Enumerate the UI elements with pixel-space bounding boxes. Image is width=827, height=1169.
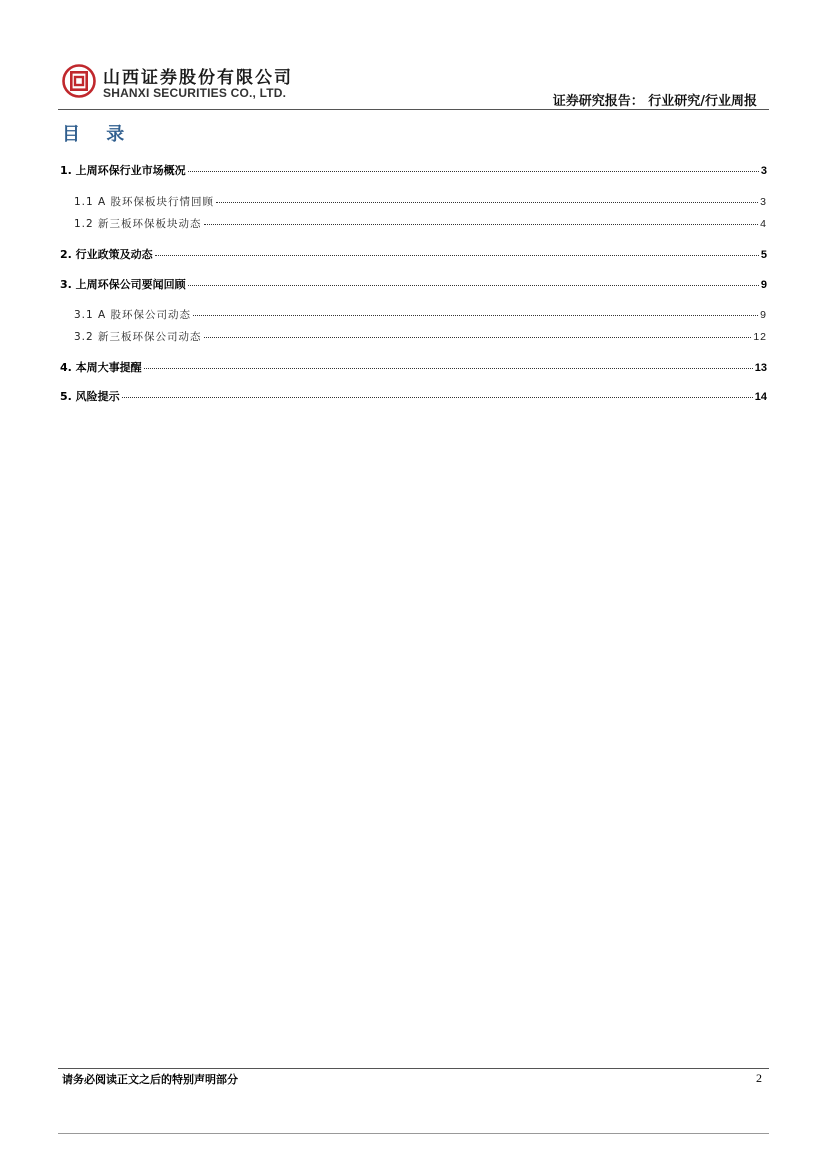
toc-leader-dots (188, 170, 759, 172)
toc-entry[interactable] (60, 388, 767, 404)
toc-entry-label: 5. 风险提示 (60, 390, 120, 403)
toc-leader-dots (204, 223, 759, 225)
toc-entry[interactable] (60, 216, 767, 231)
shanxi-securities-logo-icon (62, 64, 96, 98)
toc-leader-dots (188, 284, 759, 286)
toc-leader-dots (193, 314, 758, 316)
toc-leader-dots (216, 201, 758, 203)
toc-entry[interactable] (60, 329, 767, 344)
toc-entry-page: 3 (760, 196, 767, 208)
toc-leader-dots (144, 367, 753, 369)
toc-entry-page: 9 (760, 279, 767, 291)
toc-entry-label: 3. 上周环保公司要闻回顾 (60, 278, 186, 291)
toc-entry-page: 12 (753, 331, 767, 343)
toc-entry[interactable] (60, 276, 767, 292)
toc-entry[interactable] (60, 359, 767, 375)
header-divider (58, 109, 769, 110)
toc-entry-page: 5 (760, 249, 767, 261)
toc-leader-dots (204, 336, 752, 338)
company-name-cn: 山西证券股份有限公司 (103, 68, 293, 88)
toc-entry-page: 3 (760, 165, 767, 177)
report-type: 证券研究报告： 行业研究/行业周报 (552, 94, 757, 109)
toc-entry-label: 3.2 新三板环保公司动态 (74, 331, 202, 343)
toc-leader-dots (122, 396, 753, 398)
bottom-divider (58, 1133, 769, 1134)
toc-entry[interactable] (60, 307, 767, 322)
toc-entry-label: 2. 行业政策及动态 (60, 248, 153, 261)
toc-entry[interactable] (60, 246, 767, 262)
toc-entry-label: 3.1 A 股环保公司动态 (74, 309, 192, 321)
toc-entry[interactable] (60, 162, 767, 178)
toc-entry-label: 1.1 A 股环保板块行情回顾 (74, 196, 215, 208)
page-number: 2 (756, 1071, 762, 1085)
footer-disclaimer: 请务必阅读正文之后的特别声明部分 (62, 1073, 238, 1086)
toc-entry-page: 9 (760, 309, 767, 321)
toc-entry-label: 1.2 新三板环保板块动态 (74, 218, 202, 230)
toc-entry-label: 4. 本周大事提醒 (60, 361, 142, 374)
toc-entry-page: 4 (760, 218, 767, 230)
toc-entry[interactable] (60, 194, 767, 209)
toc-entry-page: 13 (754, 362, 767, 374)
company-name-en: SHANXI SECURITIES CO., LTD. (103, 86, 287, 100)
footer-divider (58, 1068, 769, 1069)
toc-entry-label: 1. 上周环保行业市场概况 (60, 164, 186, 177)
toc-title: 目 录 (62, 124, 135, 145)
toc-entry-page: 14 (754, 391, 767, 403)
toc-leader-dots (155, 254, 759, 256)
